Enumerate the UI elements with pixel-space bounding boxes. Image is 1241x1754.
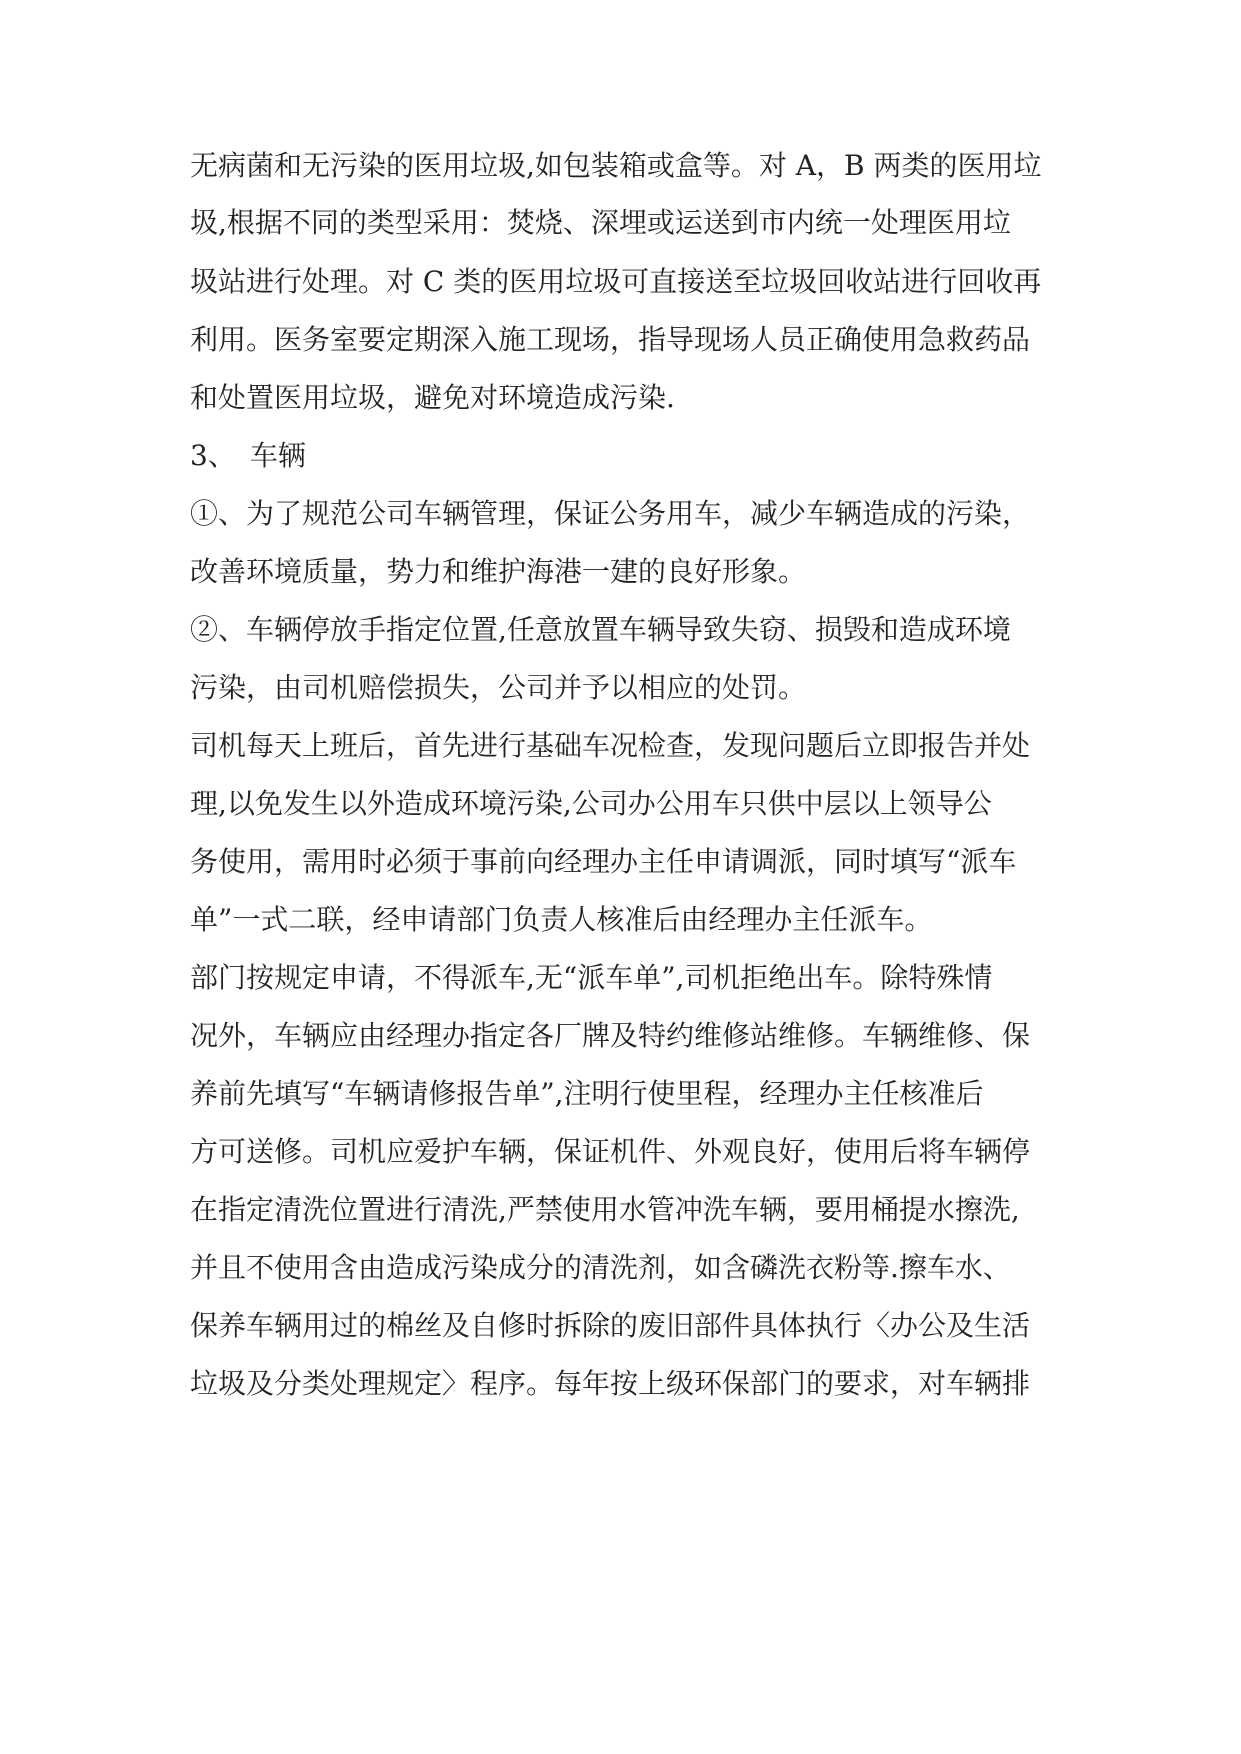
- text-line-18: 方可送修。司机应爱护车辆，保证机件、外观良好，使用后将车辆停: [190, 1135, 1031, 1168]
- text-line-16: 况外，车辆应由经理办指定各厂牌及特约维修站维修。车辆维修、保: [190, 1019, 1031, 1052]
- text-line-15: 部门按规定申请，不得派车,无“派车单”,司机拒绝出车。除特殊情: [190, 961, 993, 994]
- text-line-14: 单”一式二联，经申请部门负责人核准后由经理办主任派车。: [190, 903, 933, 936]
- text-line-1: 无病菌和无污染的医用垃圾,如包装箱或盒等。对 A，B 两类的医用垃: [190, 149, 1042, 182]
- text-line-17: 养前先填写“车辆请修报告单”,注明行使里程，经理办主任核准后: [190, 1077, 984, 1110]
- text-line-21: 保养车辆用过的棉丝及自修时拆除的废旧部件具体执行〈办公及生活: [190, 1309, 1031, 1342]
- text-line-2: 圾,根据不同的类型采用：焚烧、深埋或运送到市内统一处理医用垃: [190, 206, 1011, 239]
- text-line-19: 在指定清洗位置进行清洗,严禁使用水管冲洗车辆，要用桶提水擦洗,: [190, 1193, 1020, 1226]
- text-line-7: ①、为了规范公司车辆管理，保证公务用车，减少车辆造成的污染，: [190, 497, 1031, 530]
- text-line-5: 和处置医用垃圾，避免对环境造成污染.: [190, 381, 675, 414]
- text-line-8: 改善环境质量，势力和维护海港一建的良好形象。: [190, 555, 807, 588]
- text-line-11: 司机每天上班后，首先进行基础车况检查，发现问题后立即报告并处: [190, 729, 1031, 762]
- text-line-12: 理,以免发生以外造成环境污染,公司办公用车只供中层以上领导公: [190, 787, 992, 820]
- text-line-4: 利用。医务室要定期深入施工现场，指导现场人员正确使用急救药品: [190, 323, 1031, 356]
- text-line-9: ②、车辆停放手指定位置,任意放置车辆导致失窃、损毁和造成环境: [190, 613, 1011, 646]
- text-line-3: 圾站进行处理。对 C 类的医用垃圾可直接送至垃圾回收站进行回收再: [190, 265, 1042, 298]
- text-line-22: 垃圾及分类处理规定〉程序。每年按上级环保部门的要求，对车辆排: [190, 1367, 1031, 1400]
- text-line-10: 污染，由司机赔偿损失，公司并予以相应的处罚。: [190, 671, 807, 704]
- text-line-20: 并且不使用含由造成污染成分的清洗剂，如含磷洗衣粉等.擦车水、: [190, 1251, 1011, 1284]
- section-heading-vehicles: 3、 车辆: [190, 439, 306, 472]
- text-line-13: 务使用，需用时必须于事前向经理办主任申请调派，同时填写“派车: [190, 845, 1017, 878]
